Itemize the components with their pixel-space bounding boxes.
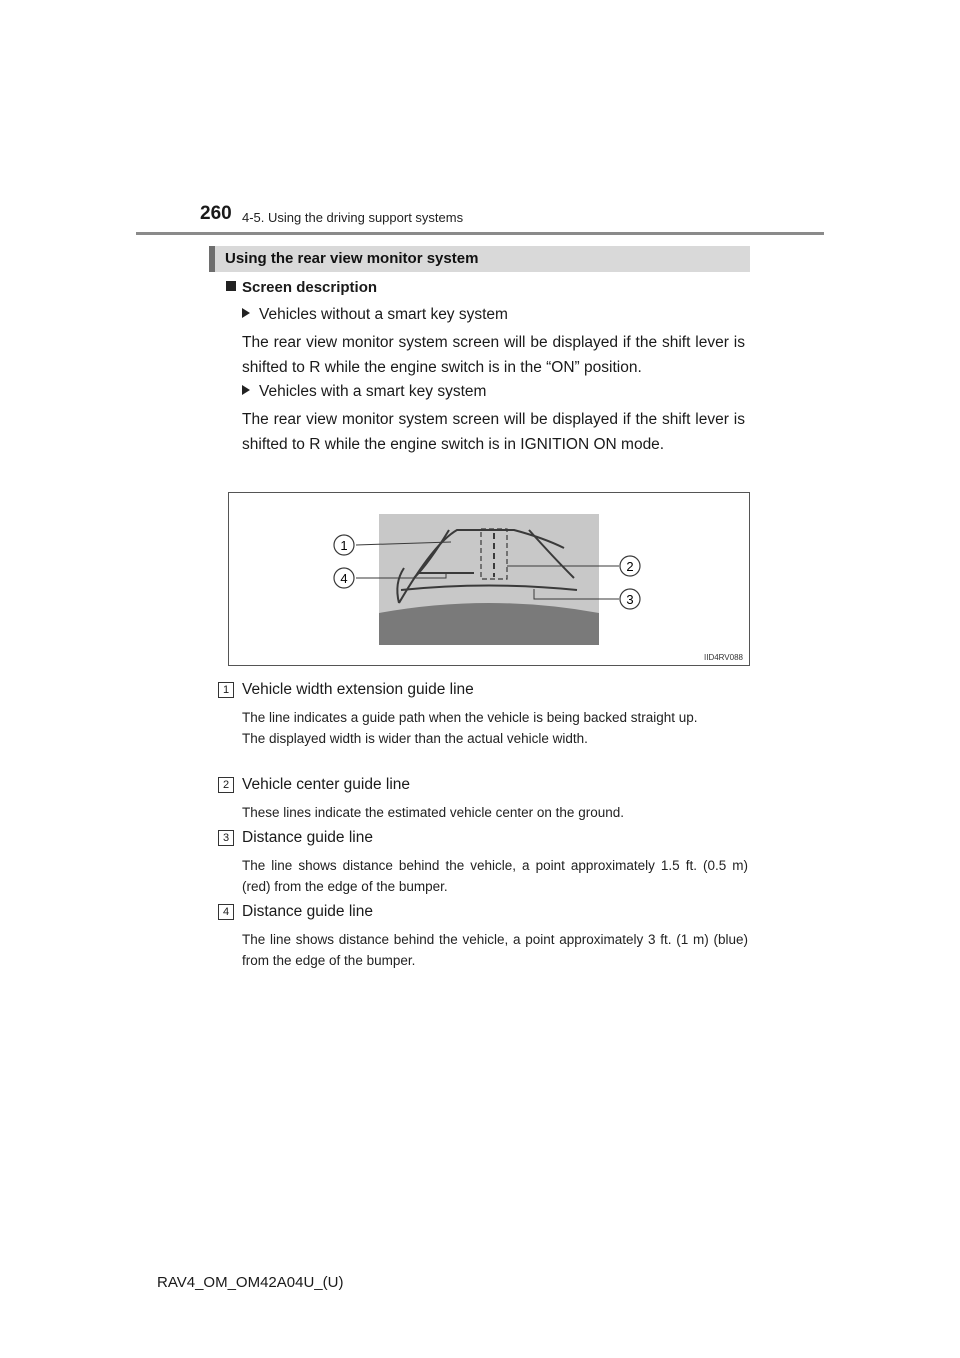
subheading-text: Screen description: [242, 279, 378, 296]
item-description: The line shows distance behind the vehicle, a point approximately 1.5 ft. (0.5 m) (red) from the edge of the bumper.: [242, 858, 748, 894]
triangle-bullet-icon: [242, 308, 250, 318]
document-footer: RAV4_OM_OM42A04U_(U): [157, 1274, 344, 1291]
callout-label-1: 1: [340, 538, 348, 553]
callout-label-4: 4: [340, 571, 348, 586]
legend-item: [218, 903, 748, 971]
section-title: Using the rear view monitor system: [225, 250, 479, 267]
section-header: 4-5. Using the driving support systems: [242, 210, 464, 225]
item-title: Vehicle center guide line: [242, 776, 411, 793]
subheading: [226, 279, 377, 296]
variant-label-text: Vehicles with a smart key system: [259, 383, 487, 400]
item-number: 4: [218, 904, 234, 920]
bumper-area: [379, 603, 599, 645]
variant-paragraph: The rear view monitor system screen will be displayed if the shift lever is shifted to R while the engine switch is in IGNITION ON mode.: [242, 411, 745, 453]
item-description: The line indicates a guide path when the vehicle is being backed straight up. The displayed width is wider than the actual vehicle width.: [242, 710, 698, 746]
rear-view-monitor-figure: [228, 492, 750, 666]
header-divider: [136, 232, 824, 235]
variant-label: [242, 306, 508, 324]
triangle-bullet-icon: [242, 385, 250, 395]
item-number: 1: [218, 682, 234, 698]
variant-paragraph: The rear view monitor system screen will be displayed if the shift lever is shifted to R while the engine switch is in the “ON” position.: [242, 334, 745, 376]
legend-item: [218, 681, 748, 749]
item-description: The line shows distance behind the vehicle, a point approximately 3 ft. (1 m) (blue) from the edge of the bumper.: [242, 932, 748, 968]
callout-label-3: 3: [626, 592, 634, 607]
section-title-bar: [209, 246, 750, 272]
variant-label: [242, 383, 486, 401]
item-title: Distance guide line: [242, 903, 373, 920]
item-description: These lines indicate the estimated vehicle center on the ground.: [242, 805, 624, 820]
figure-code: IID4RV088: [704, 653, 743, 662]
legend-item: [218, 829, 748, 897]
page-number: 260: [200, 203, 232, 224]
monitor-illustration: [229, 493, 751, 667]
variant-label-text: Vehicles without a smart key system: [259, 306, 508, 323]
item-number: 3: [218, 830, 234, 846]
square-bullet-icon: [226, 281, 236, 291]
item-number: 2: [218, 777, 234, 793]
item-title: Distance guide line: [242, 829, 373, 846]
item-title: Vehicle width extension guide line: [242, 681, 474, 698]
legend-item: [218, 776, 748, 823]
callout-label-2: 2: [626, 559, 634, 574]
